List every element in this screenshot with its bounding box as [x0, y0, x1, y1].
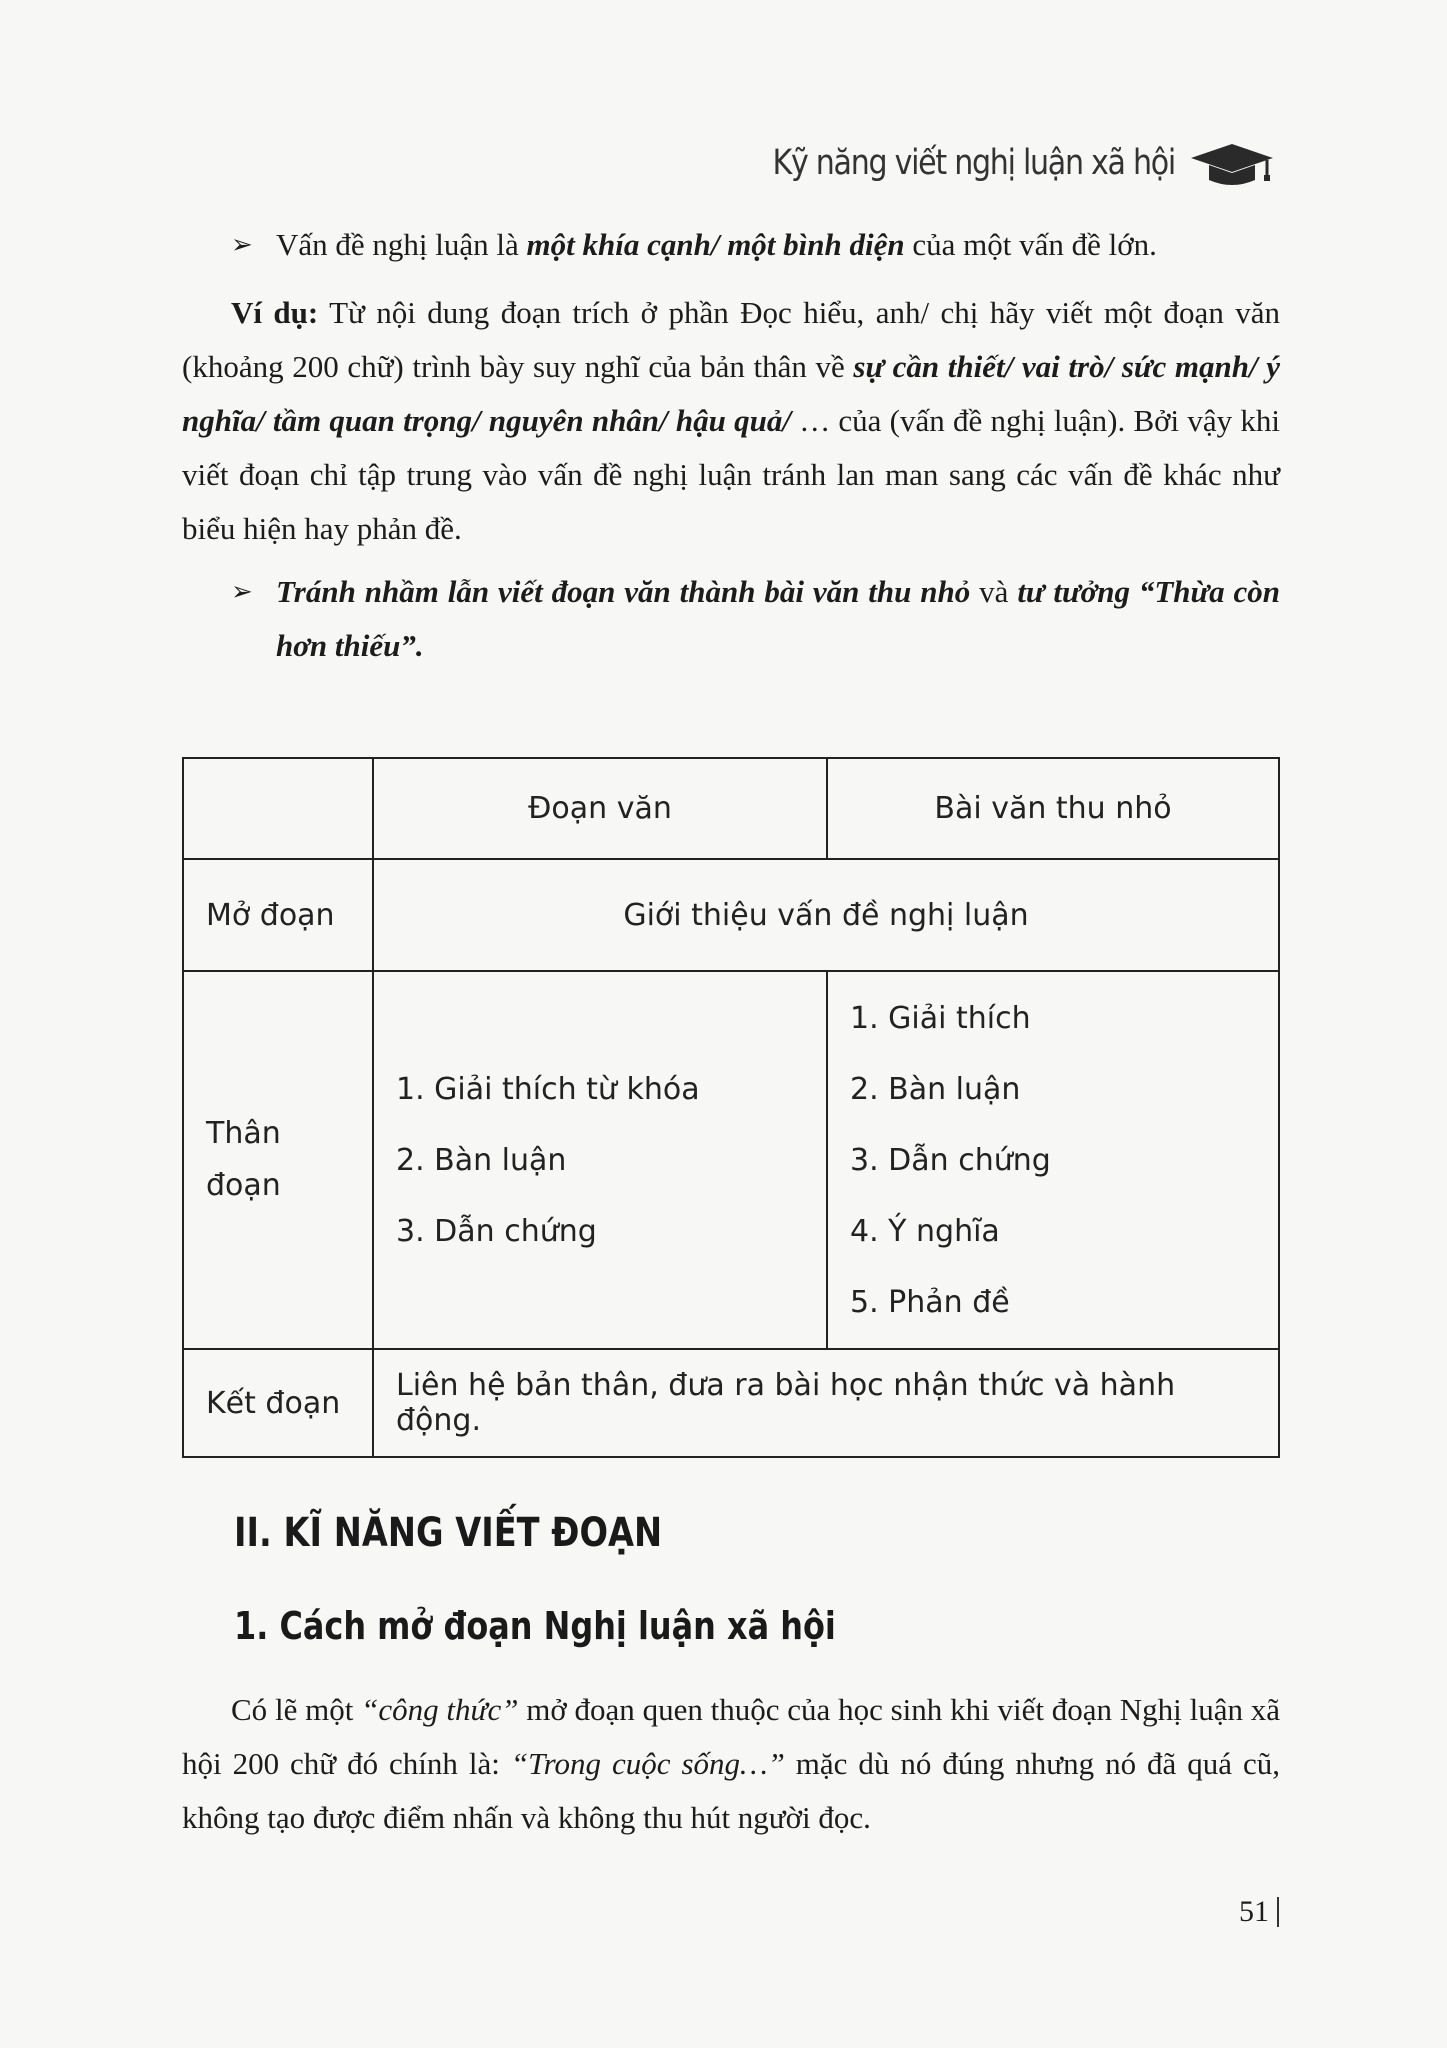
row-value: Liên hệ bản thân, đưa ra bài học nhận thức và hành động. — [373, 1349, 1279, 1457]
table-corner-cell — [183, 758, 373, 859]
table-header-row — [183, 758, 1279, 859]
list-item: 3. Dẫn chứng — [850, 1142, 1051, 1178]
section-heading: II. KĨ NĂNG VIẾT ĐOẠN — [234, 1510, 663, 1556]
arrow-bullet-icon: ➢ — [231, 577, 253, 607]
bullet-text: Tránh nhầm lẫn viết đoạn văn thành bài văn thu nhỏ và tư tưởng “Thừa còn hơn thiếu”. — [276, 574, 1280, 663]
graduation-cap-icon — [1189, 138, 1275, 188]
row-value: Giới thiệu vấn đề nghị luận — [373, 859, 1279, 971]
table-row-ket-doan — [183, 1349, 1279, 1457]
bai-van-steps — [827, 971, 1279, 1349]
list-item: 2. Bàn luận — [396, 1142, 567, 1178]
bullet-topic-aspect — [182, 218, 1280, 272]
doan-van-steps — [373, 971, 827, 1349]
list-item: 1. Giải thích từ khóa — [396, 1071, 700, 1107]
column-header-doan-van: Đoạn văn — [373, 758, 827, 859]
subsection-heading: 1. Cách mở đoạn Nghị luận xã hội — [234, 1604, 836, 1648]
bullet-avoid-confusion — [182, 565, 1280, 673]
closing-paragraph: Có lẽ một “công thức” mở đoạn quen thuộc của học sinh khi viết đoạn Nghị luận xã hội 200 chữ đó chính là: “Trong cuộc sống…” mặc dù nó đúng nhưng nó đã quá cũ, không tạo được điểm nhấn và không thu hút người đọc. — [182, 1692, 1280, 1835]
page-number: 51 — [1239, 1895, 1279, 1929]
column-header-bai-van: Bài văn thu nhỏ — [827, 758, 1279, 859]
row-label: Thân đoạn — [183, 971, 373, 1349]
list-item: 2. Bàn luận — [850, 1071, 1021, 1107]
table-row-than-doan — [183, 971, 1279, 1349]
list-item: 1. Giải thích — [850, 1000, 1031, 1036]
list-item: 4. Ý nghĩa — [850, 1213, 1000, 1249]
row-label: Kết đoạn — [183, 1349, 373, 1457]
example-paragraph: Ví dụ: Từ nội dung đoạn trích ở phần Đọc hiểu, anh/ chị hãy viết một đoạn văn (khoảng 200 chữ) trình bày suy nghĩ của bản thân về sự cần thiết/ vai trò/ sức mạnh/ ý nghĩa/ tầm quan trọng/ nguyên nhân/ hậu quả/ … của (vấn đề nghị luận). Bởi vậy khi viết đoạn chỉ tập trung vào vấn đề nghị luận tránh lan man sang các vấn đề khác như biểu hiện hay phản đề. — [182, 295, 1280, 546]
running-header-title: Kỹ năng viết nghị luận xã hội — [772, 143, 1175, 183]
page-number-divider — [1277, 1897, 1279, 1927]
list-item: 3. Dẫn chứng — [396, 1213, 597, 1249]
list-item: 5. Phản đề — [850, 1284, 1010, 1320]
table-row-mo-doan — [183, 859, 1279, 971]
comparison-table — [182, 757, 1280, 1458]
row-label: Mở đoạn — [183, 859, 373, 971]
running-header — [707, 138, 1275, 188]
arrow-bullet-icon: ➢ — [231, 230, 253, 260]
example-label: Ví dụ: — [231, 295, 319, 330]
bullet-text: Vấn đề nghị luận là một khía cạnh/ một bình diện của một vấn đề lớn. — [276, 227, 1157, 262]
example-emphasis: sự cần thiết/ vai trò/ sức mạnh/ ý nghĩa/ tầm quan trọng/ nguyên nhân/ hậu quả/ — [182, 349, 1280, 438]
